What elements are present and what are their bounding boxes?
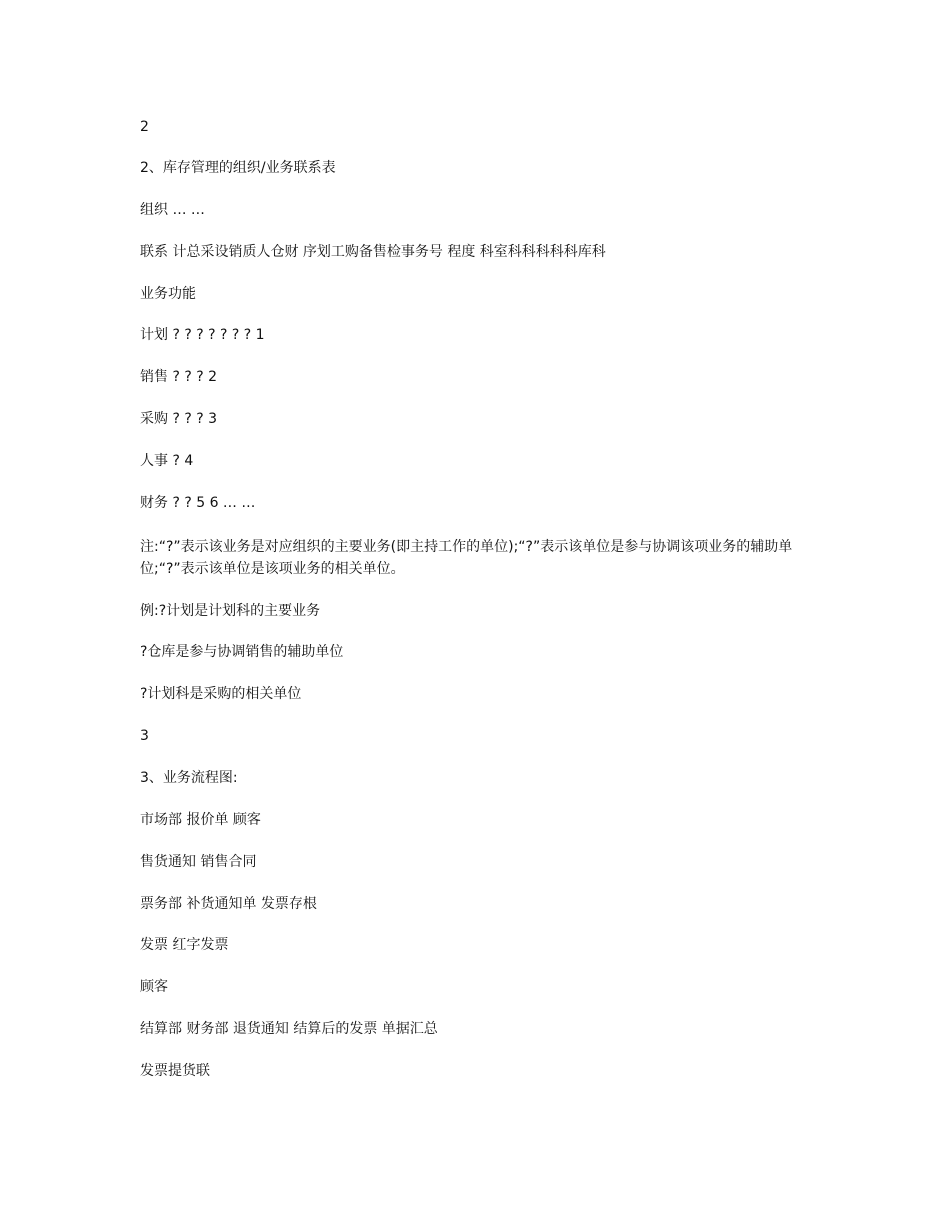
flow-line-1: 市场部 报价单 顾客: [140, 812, 261, 828]
table-row-purchase: 采购 ? ? ? 3: [140, 411, 217, 427]
section-heading-org-business-table: 2、库存管理的组织/业务联系表: [140, 160, 336, 176]
section-heading-flowchart: 3、业务流程图:: [140, 770, 238, 786]
example-line-3: ?计划科是采购的相关单位: [140, 686, 302, 702]
flow-line-7: 发票提货联: [140, 1063, 210, 1079]
flow-line-4: 发票 红字发票: [140, 937, 229, 953]
flow-line-3: 票务部 补货通知单 发票存根: [140, 896, 317, 912]
table-row-finance: 财务 ? ? 5 6 … …: [140, 495, 256, 511]
relation-header-row: 联系 计总采设销质人仓财 序划工购备售检事务号 程度 科室科科科科科库科: [140, 244, 606, 260]
note-paragraph: 注:“?”表示该业务是对应组织的主要业务(即主持工作的单位);“?”表示该单位是参与协调该项业务的辅助单位;“?”表示该单位是该项业务的相关单位。: [140, 539, 793, 577]
example-line-2: ?仓库是参与协调销售的辅助单位: [140, 644, 344, 660]
flow-line-2: 售货通知 销售合同: [140, 854, 257, 870]
org-row: 组织 … …: [140, 202, 205, 218]
page-number-3: 3: [140, 728, 149, 744]
flow-line-5: 顾客: [140, 979, 168, 995]
table-row-hr: 人事 ? 4: [140, 453, 194, 469]
flow-line-6: 结算部 财务部 退货通知 结算后的发票 单据汇总: [140, 1021, 438, 1037]
table-row-sales: 销售 ? ? ? 2: [140, 369, 217, 385]
business-function-label: 业务功能: [140, 286, 196, 302]
table-row-plan: 计划 ? ? ? ? ? ? ? 1: [140, 327, 265, 343]
page-number-2: 2: [140, 119, 149, 135]
example-line-1: 例:?计划是计划科的主要业务: [140, 603, 321, 619]
